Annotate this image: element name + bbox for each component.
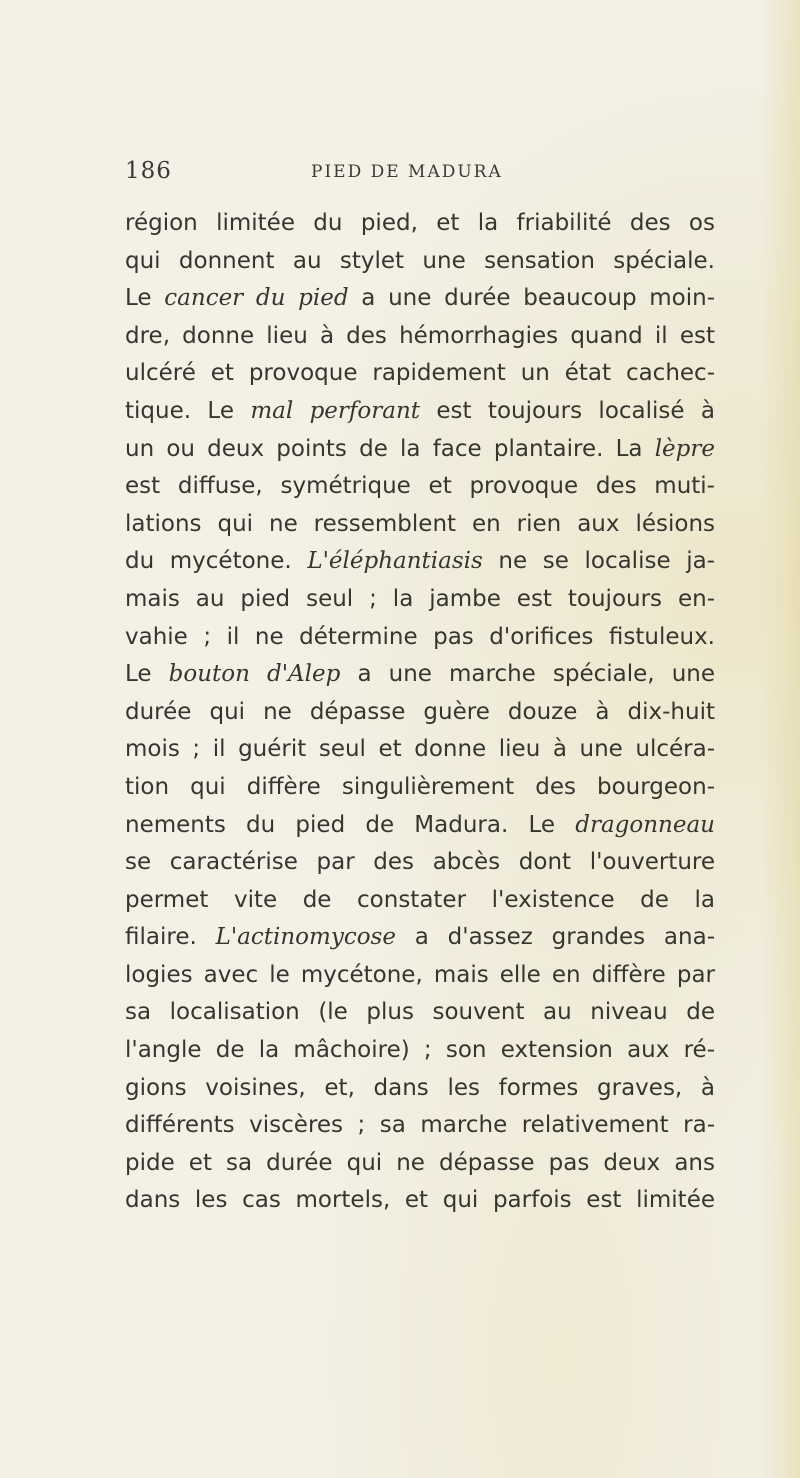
italic-term: L'actinomycose <box>215 924 396 951</box>
text-segment: permet vite de constater l'existence de la <box>125 886 715 913</box>
text-segment: gions voisines, et, dans les formes graves, à <box>125 1074 715 1101</box>
text-line <box>125 355 715 393</box>
text-segment: durée qui ne dépasse guère douze à dix-huit <box>125 698 715 725</box>
text-segment: est diffuse, symétrique et provoque des muti- <box>125 473 715 500</box>
text-line <box>125 431 715 469</box>
text-line <box>125 807 715 845</box>
italic-term: dragonneau <box>575 811 715 838</box>
italic-term: mal perforant <box>250 397 421 424</box>
text-segment: vahie ; il ne détermine pas d'orifices fistuleux. <box>125 623 715 650</box>
text-line <box>125 1145 715 1183</box>
text-segment: pide et sa durée qui ne dépasse pas deux ans <box>125 1149 715 1176</box>
text-line <box>125 1182 715 1220</box>
text-line <box>125 919 715 957</box>
italic-term: cancer du pied <box>164 285 349 312</box>
text-line <box>125 468 715 506</box>
text-segment: ne se localise ja- <box>482 548 715 575</box>
text-line <box>125 1032 715 1070</box>
text-segment: mais au pied seul ; la jambe est toujours en- <box>125 585 715 612</box>
text-segment: dans les cas mortels, et qui parfois est limitée <box>125 1187 715 1214</box>
text-segment: un ou deux points de la face plantaire. La <box>125 435 655 462</box>
text-segment: a une marche spéciale, une <box>340 661 715 688</box>
text-line <box>125 844 715 882</box>
text-segment: Le <box>125 285 165 312</box>
text-line <box>125 1070 715 1108</box>
text-segment: a d'assez grandes ana- <box>395 924 715 951</box>
text-segment: mois ; il guérit seul et donne lieu à une ulcéra- <box>125 736 715 763</box>
text-line <box>125 280 715 318</box>
text-line <box>125 581 715 619</box>
text-segment: nements du pied de Madura. Le <box>125 811 576 838</box>
text-line <box>125 656 715 694</box>
text-line <box>125 243 715 281</box>
text-line <box>125 318 715 356</box>
italic-term: lèpre <box>654 435 715 462</box>
text-segment: dre, donne lieu à des hémorrhagies quand il est <box>125 322 715 349</box>
text-line <box>125 619 715 657</box>
text-segment: ulcéré et provoque rapidement un état cachec- <box>125 360 715 387</box>
text-segment: se caractérise par des abcès dont l'ouverture <box>125 849 715 876</box>
page-edge-stain <box>760 0 800 1478</box>
text-segment: région limitée du pied, et la friabilité des os <box>125 210 715 236</box>
text-segment: a une durée beaucoup moin- <box>348 285 716 312</box>
text-line <box>125 205 715 243</box>
text-segment: filaire. <box>125 924 216 951</box>
text-line <box>125 393 715 431</box>
text-line <box>125 543 715 581</box>
text-segment: logies avec le mycétone, mais elle en diffère par <box>125 961 715 988</box>
text-line <box>125 731 715 769</box>
text-segment: l'angle de la mâchoire) ; son extension aux ré- <box>125 1037 715 1064</box>
text-line <box>125 506 715 544</box>
text-line <box>125 994 715 1032</box>
text-segment: du mycétone. <box>125 548 308 575</box>
text-line <box>125 882 715 920</box>
text-line <box>125 1107 715 1145</box>
text-line <box>125 694 715 732</box>
italic-term: L'éléphantiasis <box>307 548 483 575</box>
page-number: 186 <box>125 158 172 184</box>
italic-term: bouton d'Alep <box>168 661 341 688</box>
text-line <box>125 769 715 807</box>
text-segment: qui donnent au stylet une sensation spéciale. <box>125 247 715 274</box>
text-segment: tion qui diffère singulièrement des bourgeon- <box>125 773 715 800</box>
text-segment: différents viscères ; sa marche relativement ra- <box>125 1112 715 1139</box>
text-segment: lations qui ne ressemblent en rien aux lésions <box>125 510 715 537</box>
text-line <box>125 957 715 995</box>
text-segment: Le <box>125 661 169 688</box>
text-segment: tique. Le <box>125 397 251 424</box>
running-title: PIED DE MADURA <box>311 162 503 182</box>
body-text <box>125 205 715 1220</box>
text-segment: sa localisation (le plus souvent au niveau de <box>125 999 715 1026</box>
text-segment: est toujours localisé à <box>420 397 716 424</box>
page-header <box>125 158 715 192</box>
